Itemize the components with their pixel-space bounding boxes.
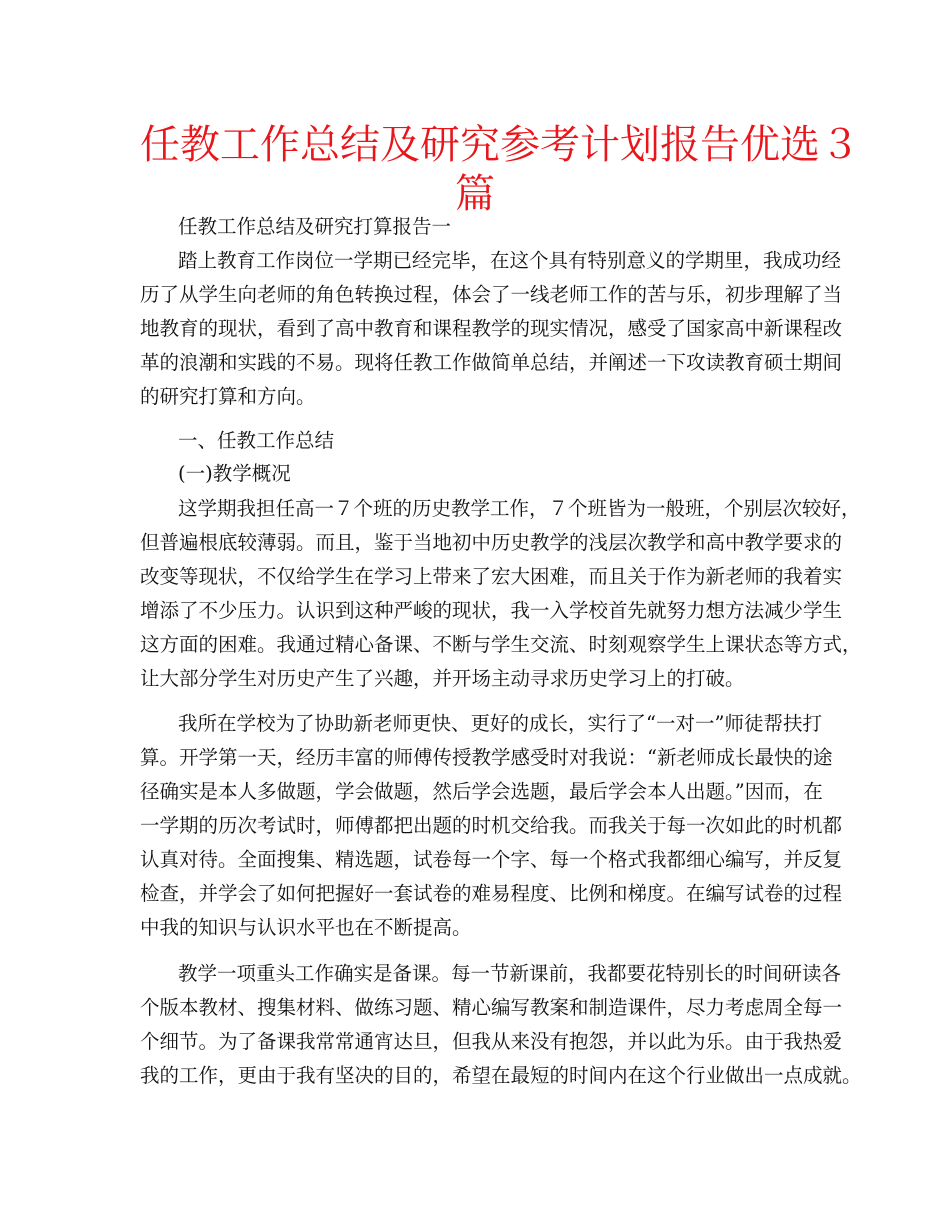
paragraph-1-line-3: 地教育的现状，看到了高中教育和课程教学的现实情况，感受了国家高中新课程改 — [140, 317, 843, 340]
paragraph-2-line-6: 让大部分学生对历史产生了兴趣，并开场主动寻求历史学习上的打破。 — [140, 667, 745, 690]
paragraph-3-line-6: 检查，并学会了如何把握好一套试卷的难易程度、比例和梯度。在编写试卷的过程 — [140, 882, 843, 905]
paragraph-3-line-5: 认真对待。全面搜集、精选题，试卷每一个字、每一个格式我都细心编写，并反复 — [140, 848, 843, 871]
document-title-line-1: 任教工作总结及研究参考计划报告优选３ — [140, 122, 860, 168]
paragraph-2-line-3: 改变等现状，不仅给学生在学习上带来了宏大困难，而且关于作为新老师的我着实 — [140, 565, 843, 588]
paragraph-2-line-1: 这学期我担任高一７个班的历史教学工作，７个班皆为一般班，个别层次较好， — [178, 497, 861, 520]
paragraph-4-line-4: 我的工作，更由于我有坚决的目的，希望在最短的时间内在这个行业做出一点成就。 — [140, 1064, 862, 1087]
paragraph-2-line-2: 但普遍根底较薄弱。而且，鉴于当地初中历史教学的浅层次教学和高中教学要求的 — [140, 531, 843, 554]
paragraph-2-line-4: 增添了不少压力。认识到这种严峻的现状，我一入学校首先就努力想方法减少学生 — [140, 599, 843, 622]
paragraph-1-line-1: 踏上教育工作岗位一学期已经完毕，在这个具有特别意义的学期里，我成功经 — [178, 249, 842, 272]
paragraph-3-line-3: 径确实是本人多做题，学会做题，然后学会选题，最后学会本人出题。”因而，在 — [140, 780, 823, 803]
paragraph-1-line-5: 的研究打算和方向。 — [140, 385, 316, 408]
paragraph-4-line-1: 教学一项重头工作确实是备课。每一节新课前，我都要花特别长的时间研读各 — [178, 962, 842, 985]
paragraph-3-line-7: 中我的知识与认识水平也在不断提高。 — [140, 916, 472, 939]
paragraph-4-line-3: 个细节。为了备课我常常通宵达旦，但我从来没有抱怨，并以此为乐。由于我热爱 — [140, 1030, 843, 1053]
subsection-heading-teaching-overview: (一)教学概况 — [178, 462, 291, 485]
paragraph-2-line-5: 这方面的困难。我通过精心备课、不断与学生交流、时刻观察学生上课状态等方式， — [140, 633, 862, 656]
document-title-line-2: 篇 — [455, 171, 495, 217]
section-heading: 任教工作总结及研究打算报告一 — [178, 215, 452, 238]
paragraph-4-line-2: 个版本教材、搜集材料、做练习题、精心编写教案和制造课件，尽力考虑周全每一 — [140, 996, 843, 1019]
paragraph-1-line-2: 历了从学生向老师的角色转换过程，体会了一线老师工作的苦与乐，初步理解了当 — [140, 283, 843, 306]
paragraph-3-line-2: 算。开学第一天，经历丰富的师傅传授教学感受时对我说：“新老师成长最快的途 — [140, 746, 833, 769]
paragraph-1-line-4: 革的浪潮和实践的不易。现将任教工作做简单总结，并阐述一下攻读教育硕士期间 — [140, 351, 843, 374]
paragraph-3-line-4: 一学期的历次考试时，师傅都把出题的时机交给我。而我关于每一次如此的时机都 — [140, 814, 843, 837]
paragraph-3-line-1: 我所在学校为了协助新老师更快、更好的成长，实行了“一对一”师徒帮扶打 — [178, 712, 822, 735]
section-heading-work-summary: 一、任教工作总结 — [178, 429, 335, 452]
